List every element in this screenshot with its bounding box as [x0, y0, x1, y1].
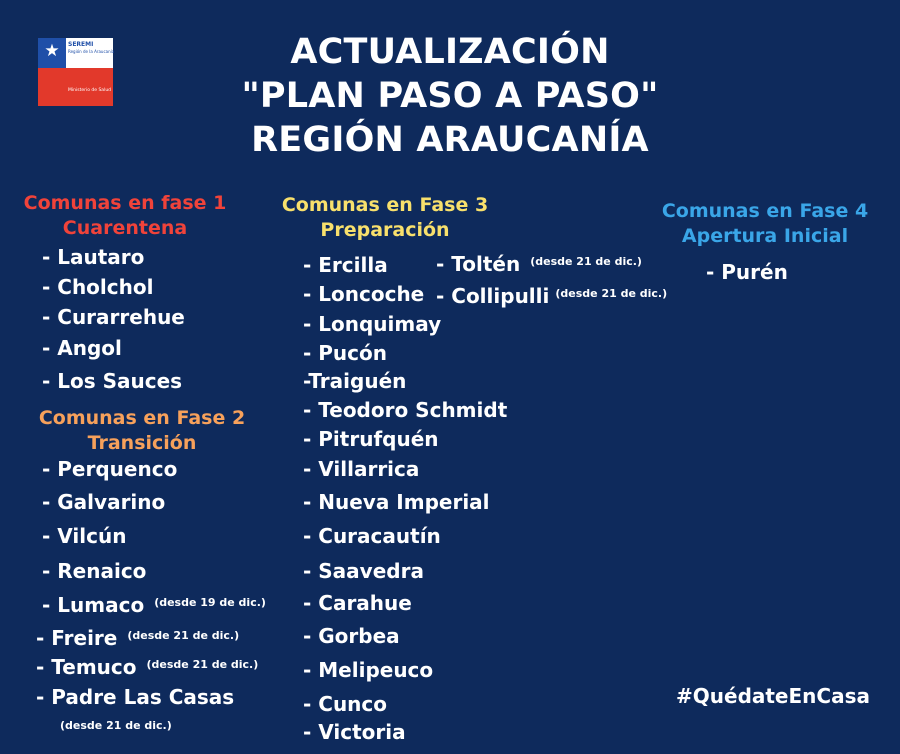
page-title — [0, 30, 900, 162]
fase3-heading — [280, 193, 490, 243]
fase3-item: - Loncoche — [303, 282, 425, 306]
fase3-item: - Victoria — [303, 720, 406, 744]
fase2-trailing-note: (desde 21 de dic.) — [60, 719, 172, 732]
fase2-item — [36, 624, 239, 650]
fase3-item: - Pitrufquén — [303, 427, 439, 451]
logo-text-region: Región de la Araucanía — [68, 49, 115, 54]
title-line-2: "PLAN PASO A PASO" — [241, 76, 659, 116]
fase3-item: - Melipeuco — [303, 658, 434, 682]
fase2-item-name: - Temuco — [36, 655, 137, 679]
fase3-heading-title: Comunas en Fase 3 — [281, 194, 489, 216]
fase3-extra-note: (desde 21 de dic.) — [555, 287, 668, 300]
fase3-item: -Traiguén — [303, 369, 407, 393]
title-line-1: ACTUALIZACIÓN — [290, 32, 610, 72]
fase3-item: - Nueva Imperial — [303, 490, 490, 514]
fase4-item: - Purén — [706, 260, 788, 284]
fase3-item: - Pucón — [303, 341, 387, 365]
fase1-heading — [22, 191, 228, 241]
fase1-heading-title: Comunas en fase 1 — [23, 192, 227, 214]
fase1-item: - Angol — [42, 336, 122, 360]
fase1-item: - Los Sauces — [42, 369, 183, 393]
star-icon: ★ — [44, 41, 60, 61]
fase3-item: - Teodoro Schmidt — [303, 398, 508, 422]
hashtag: #QuédateEnCasa — [676, 684, 870, 708]
fase2-item: - Galvarino — [42, 490, 166, 514]
fase2-item: - Padre Las Casas — [36, 685, 235, 709]
fase4-heading-subtitle: Apertura Inicial — [681, 225, 849, 247]
fase3-extra-item — [436, 282, 667, 308]
logo-text-ministerio: Ministerio de Salud — [68, 88, 112, 93]
fase3-extra-note: (desde 21 de dic.) — [530, 255, 642, 268]
fase1-item: - Lautaro — [42, 245, 145, 269]
logo-text-seremi: SEREMI — [68, 41, 94, 48]
fase2-item-note: (desde 19 de dic.) — [154, 596, 266, 609]
fase3-extra-name: - Toltén — [436, 252, 521, 276]
fase2-item — [42, 591, 266, 617]
fase3-heading-subtitle: Preparación — [320, 219, 450, 241]
fase2-item-name: - Freire — [36, 626, 118, 650]
fase3-item: - Cunco — [303, 692, 388, 716]
fase2-item: - Renaico — [42, 559, 147, 583]
fase1-heading-subtitle: Cuarentena — [62, 217, 188, 239]
fase3-extra-item — [436, 250, 642, 276]
fase4-heading — [660, 199, 870, 249]
fase3-item: - Gorbea — [303, 624, 400, 648]
fase2-item: - Perquenco — [42, 457, 178, 481]
fase2-heading — [36, 406, 248, 456]
fase3-extra-name: - Collipulli — [436, 284, 550, 308]
fase2-heading-title: Comunas en Fase 2 — [38, 407, 246, 429]
fase3-item: - Saavedra — [303, 559, 424, 583]
title-line-3: REGIÓN ARAUCANÍA — [251, 120, 649, 160]
fase3-item: - Carahue — [303, 591, 412, 615]
fase3-item: - Villarrica — [303, 457, 420, 481]
fase2-item — [36, 653, 258, 679]
fase2-heading-subtitle: Transición — [87, 432, 197, 454]
fase3-item: - Curacautín — [303, 524, 441, 548]
fase2-item: - Vilcún — [42, 524, 127, 548]
fase4-heading-title: Comunas en Fase 4 — [661, 200, 869, 222]
fase2-item-name: - Lumaco — [42, 593, 145, 617]
fase2-item-note: (desde 21 de dic.) — [146, 658, 259, 671]
fase2-item-note: (desde 21 de dic.) — [127, 629, 240, 642]
fase1-item: - Cholchol — [42, 275, 154, 299]
fase3-item: - Ercilla — [303, 253, 388, 277]
fase1-item: - Curarrehue — [42, 305, 185, 329]
fase3-item: - Lonquimay — [303, 312, 442, 336]
